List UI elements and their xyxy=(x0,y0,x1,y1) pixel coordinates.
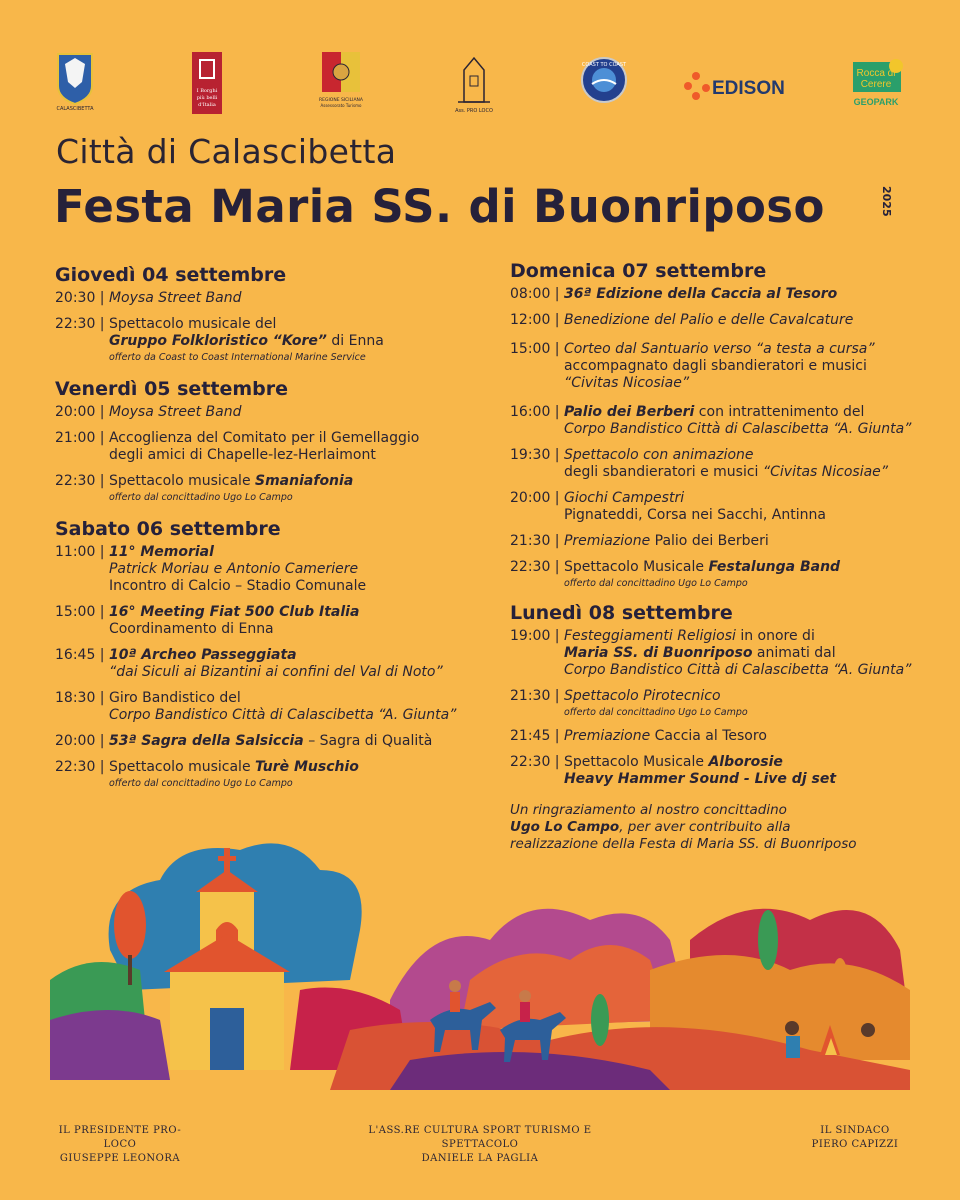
rocca-di-cerere-logo xyxy=(845,58,907,110)
event-subtitle: “dai Siculi ai Bizantini ai confini del Val di Noto” xyxy=(108,664,443,680)
event-subtitle: con intrattenimento del xyxy=(694,404,865,420)
event-item xyxy=(510,404,930,438)
schedule-right-column xyxy=(510,260,930,853)
event-subtitle: degli sbandieratori e musici xyxy=(563,464,763,480)
event-item xyxy=(55,316,475,364)
event-title: Giro Bandistico del xyxy=(108,690,241,706)
event-subtitle: Incontro di Calcio – Stadio Comunale xyxy=(108,578,367,594)
event-time: 18:30 | xyxy=(55,690,109,706)
event-subtitle: Coordinamento di Enna xyxy=(108,621,274,637)
event-time: 08:00 | xyxy=(510,286,564,302)
event-title: Spettacolo musicale xyxy=(108,759,256,775)
year-label: 2025 xyxy=(880,186,893,217)
svg-text:GEOPARK: GEOPARK xyxy=(853,97,899,107)
svg-text:Ass. PRO LOCO: Ass. PRO LOCO xyxy=(455,108,493,114)
footer-name: DANIELE LA PAGLIA xyxy=(421,1153,539,1164)
svg-text:Assessorato Turismo: Assessorato Turismo xyxy=(320,103,362,108)
event-sponsor-note: offerto dal concittadino Ugo Lo Campo xyxy=(108,778,293,789)
event-time: 22:30 | xyxy=(55,759,109,775)
footer-name: GIUSEPPE LEONORA xyxy=(59,1153,181,1164)
event-title: Spettacolo Pirotecnico xyxy=(563,688,721,704)
event-time: 20:00 | xyxy=(510,490,564,506)
event-title: 11° Memorial xyxy=(108,544,214,560)
event-title: 16° Meeting Fiat 500 Club Italia xyxy=(108,604,360,620)
festival-illustration xyxy=(50,830,910,1090)
day-heading-saturday: Sabato 06 settembre xyxy=(55,518,281,540)
event-time: 11:00 | xyxy=(55,544,109,560)
footer-name: PIERO CAPIZZI xyxy=(811,1139,899,1150)
event-item xyxy=(510,490,930,524)
event-title: Accoglienza del Comitato per il Gemellaggio xyxy=(108,430,420,446)
svg-text:I Borghi: I Borghi xyxy=(196,88,218,94)
svg-text:EDISON: EDISON xyxy=(712,78,785,99)
footer-role: L'ASS.RE CULTURA SPORT TURISMO E SPETTACOLO xyxy=(368,1125,592,1150)
day-heading-monday: Lunedì 08 settembre xyxy=(510,602,733,624)
svg-text:REGIONE SICILIANA: REGIONE SICILIANA xyxy=(319,98,363,103)
event-title: 36ª Edizione della xyxy=(563,286,711,302)
event-subtitle: Caccia al Tesoro xyxy=(650,728,767,744)
event-time: 21:30 | xyxy=(510,688,564,704)
day-heading-sunday: Domenica 07 settembre xyxy=(510,260,767,282)
event-time: 20:00 | xyxy=(55,404,109,420)
svg-text:Rocca di: Rocca di xyxy=(856,68,896,79)
event-item xyxy=(510,312,930,329)
event-subtitle: accompagnato dagli sbandieratori e musici xyxy=(563,358,867,374)
event-title: Spettacolo Musicale xyxy=(563,754,709,770)
event-item xyxy=(55,473,475,504)
event-title: Spettacolo musicale xyxy=(108,473,256,489)
event-item xyxy=(510,286,930,303)
thanks-line: Un ringraziamento al nostro concittadino xyxy=(510,802,787,818)
day-heading-friday: Venerdì 05 settembre xyxy=(55,378,289,400)
tree-shape xyxy=(114,891,146,959)
event-time: 22:30 | xyxy=(510,559,564,575)
schedule-left-column xyxy=(55,264,475,799)
event-time: 21:00 | xyxy=(55,430,109,446)
event-time: 21:30 | xyxy=(510,533,564,549)
event-time: 20:30 | xyxy=(55,290,109,306)
event-item xyxy=(510,559,930,590)
event-item xyxy=(55,759,475,790)
event-subtitle-b: animati dal xyxy=(752,645,836,661)
event-subtitle: Corpo Bandistico Città di Calascibetta “A. Giunta” xyxy=(563,662,912,678)
event-title: Spettacolo Musicale xyxy=(563,559,709,575)
event-title: Premiazione xyxy=(563,533,651,549)
svg-text:CALASCIBETTA: CALASCIBETTA xyxy=(56,106,94,112)
event-item xyxy=(510,688,930,719)
tree-shape xyxy=(591,994,609,1046)
event-subtitle: Corpo Bandistico Città di Calascibetta “A. Giunta” xyxy=(563,421,912,437)
event-item xyxy=(55,430,475,464)
comune-calascibetta-logo xyxy=(54,52,96,112)
thanks-line: realizzazione della Festa di Maria SS. di Buonriposo xyxy=(510,836,857,852)
event-item xyxy=(55,733,475,750)
footer-role: IL SINDACO xyxy=(820,1125,890,1136)
thanks-line: , per aver contribuito alla xyxy=(619,819,791,835)
event-time: 22:30 | xyxy=(55,316,109,332)
event-item xyxy=(510,341,930,392)
event-time: 15:00 | xyxy=(55,604,109,620)
borghi-piu-belli-logo xyxy=(192,52,222,114)
tree-shape xyxy=(758,910,778,970)
regione-siciliana-logo xyxy=(318,52,364,112)
svg-text:d'Italia: d'Italia xyxy=(198,102,216,108)
svg-text:più belli: più belli xyxy=(196,95,218,101)
footer-role: IL PRESIDENTE PRO-LOCO xyxy=(58,1125,182,1150)
event-time: 19:00 | xyxy=(510,628,564,644)
event-subtitle: Heavy Hammer Sound - Live dj set xyxy=(563,771,837,787)
event-place: di Enna xyxy=(326,333,384,349)
event-title-b: Caccia al Tesoro xyxy=(710,286,838,302)
event-title: Festeggiamenti Religiosi xyxy=(563,628,736,644)
event-subtitle: Corpo Bandistico Città di Calascibetta “A. Giunta” xyxy=(108,707,457,723)
footer-councillor xyxy=(330,1124,630,1166)
event-item xyxy=(55,604,475,638)
event-time: 21:45 | xyxy=(510,728,564,744)
thanks-name: Ugo Lo Campo xyxy=(510,819,620,835)
event-title: Benedizione del Palio e delle Cavalcature xyxy=(563,312,854,328)
event-subtitle: Maria SS. di Buonriposo xyxy=(563,645,753,661)
festival-title: Festa Maria SS. di Buonriposo xyxy=(54,180,825,233)
event-performer: Gruppo Folkloristico “Kore” xyxy=(108,333,327,349)
event-item xyxy=(55,404,475,421)
svg-text:Cerere: Cerere xyxy=(860,79,892,90)
event-time: 22:30 | xyxy=(510,754,564,770)
event-time: 20:00 | xyxy=(55,733,109,749)
event-title: 53ª Sagra della Salsiccia xyxy=(108,733,304,749)
event-time: 15:00 | xyxy=(510,341,564,357)
event-item xyxy=(510,447,930,481)
event-sponsor-note: offerto dal concittadino Ugo Lo Campo xyxy=(108,492,293,503)
event-time: 19:30 | xyxy=(510,447,564,463)
campfire-shape xyxy=(785,1021,876,1060)
event-title: Giochi Campestri xyxy=(563,490,685,506)
event-subtitle-b: “Civitas Nicosiae” xyxy=(762,464,889,480)
sponsor-logos xyxy=(0,52,960,116)
event-title: Moysa Street Band xyxy=(108,404,242,420)
event-title: Corteo dal Santuario verso “a testa a cursa” xyxy=(563,341,875,357)
event-subtitle: Patrick Moriau e Antonio Cameriere xyxy=(108,561,359,577)
svg-text:COAST TO COAST: COAST TO COAST xyxy=(581,62,627,68)
tree-shape xyxy=(832,958,848,1002)
event-subtitle: Pignateddi, Corsa nei Sacchi, Antinna xyxy=(563,507,826,523)
event-title: Premiazione xyxy=(563,728,651,744)
event-item xyxy=(55,647,475,681)
event-item xyxy=(55,290,475,307)
event-performer: Festalunga Band xyxy=(708,559,841,575)
city-title: Città di Calascibetta xyxy=(56,132,397,171)
edison-logo xyxy=(684,70,792,104)
event-sponsor-note: offerto da Coast to Coast International Marine Service xyxy=(108,352,366,363)
event-subtitle: degli amici di Chapelle-lez-Herlaimont xyxy=(108,447,376,463)
event-item xyxy=(510,533,930,550)
event-sponsor-note: offerto dal concittadino Ugo Lo Campo xyxy=(563,707,748,718)
event-performer: Alborosie xyxy=(708,754,783,770)
event-item xyxy=(55,690,475,724)
day-heading-thursday: Giovedì 04 settembre xyxy=(55,264,287,286)
event-time: 22:30 | xyxy=(55,473,109,489)
coast-to-coast-logo xyxy=(580,56,628,104)
event-title: Spettacolo musicale del xyxy=(108,316,277,332)
event-item xyxy=(510,728,930,745)
event-time: 16:45 | xyxy=(55,647,109,663)
event-item xyxy=(510,628,930,679)
event-performer: Smaniafonia xyxy=(255,473,354,489)
event-title: Palio dei Berberi xyxy=(563,404,695,420)
event-subtitle: in onore di xyxy=(735,628,815,644)
event-subtitle: – Sagra di Qualità xyxy=(303,733,433,749)
event-subtitle: “Civitas Nicosiae” xyxy=(563,375,690,391)
event-performer: Turè Muschio xyxy=(255,759,359,775)
event-title: Spettacolo con animazione xyxy=(563,447,754,463)
pro-loco-logo xyxy=(452,52,496,114)
event-item xyxy=(55,544,475,595)
event-time: 16:00 | xyxy=(510,404,564,420)
footer-president xyxy=(55,1124,185,1166)
event-sponsor-note: offerto dal concittadino Ugo Lo Campo xyxy=(563,578,748,589)
event-title: 10ª Archeo Passeggiata xyxy=(108,647,297,663)
event-item xyxy=(510,754,930,788)
hill-shape xyxy=(50,1010,170,1080)
event-subtitle: Palio dei Berberi xyxy=(650,533,769,549)
footer-mayor xyxy=(800,1124,910,1152)
event-time: 12:00 | xyxy=(510,312,564,328)
event-title: Moysa Street Band xyxy=(108,290,242,306)
